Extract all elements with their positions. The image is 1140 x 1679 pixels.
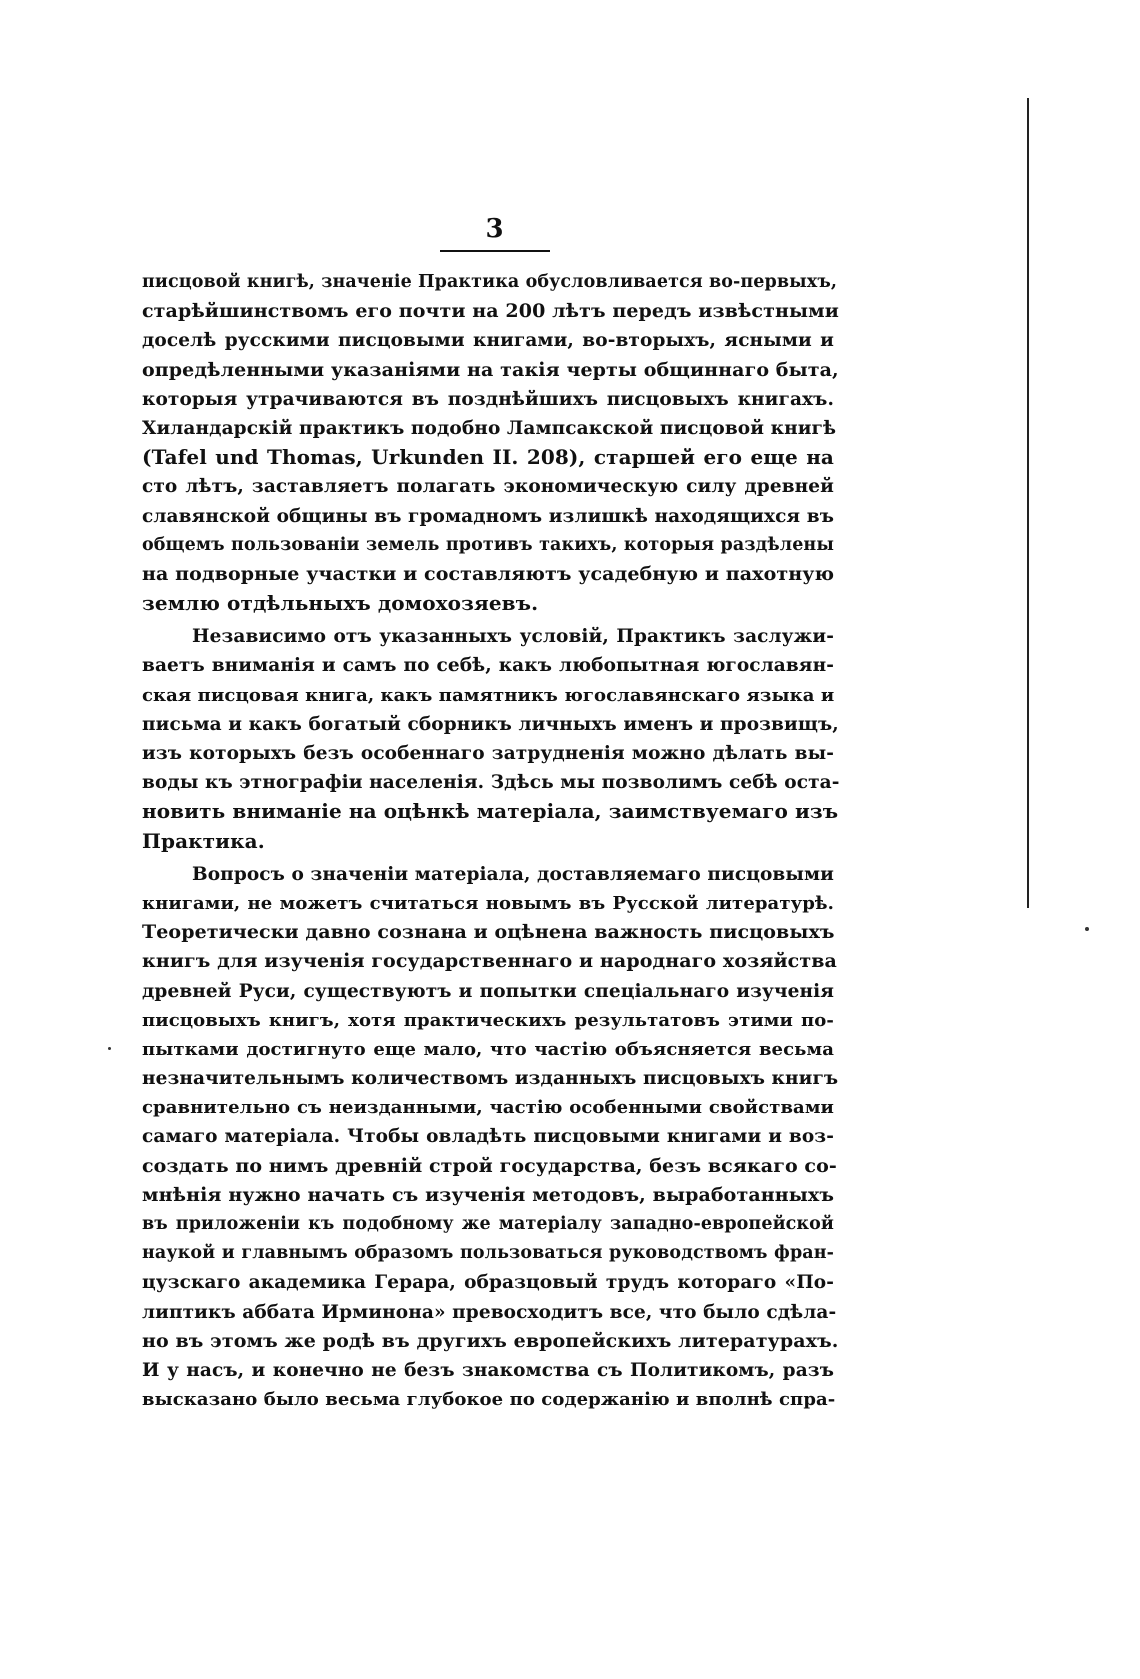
text-line: писцовой книгѣ, значеніе Практика обусловливается во-первыхъ, bbox=[142, 272, 838, 292]
text-line: землю отдѣльныхъ домохозяевъ. bbox=[142, 591, 539, 616]
scan-speck bbox=[108, 1047, 111, 1050]
text-line: Хиландарскій практикъ подобно Лампсакской писцовой книгѣ bbox=[142, 417, 837, 439]
text-line: доселѣ русскими писцовыми книгами, во-вторыхъ, ясными и bbox=[142, 330, 834, 352]
text-line: но въ этомъ же родѣ въ другихъ европейскихъ литературахъ. bbox=[142, 1329, 839, 1352]
text-line: цузскаго академика Герара, образцовый трудъ котораго «По- bbox=[142, 1272, 834, 1294]
text-line: древней Руси, существуютъ и попытки спеціальнаго изученія bbox=[142, 980, 834, 1002]
text-line: самаго матеріала. Чтобы овладѣть писцовыми книгами и воз- bbox=[142, 1126, 834, 1148]
text-line: опредѣленными указаніями на такія черты общиннаго быта, bbox=[142, 358, 839, 381]
text-line: книгами, не можетъ считаться новымъ въ Русской литературѣ. bbox=[142, 892, 834, 914]
text-line: общемъ пользованіи земель противъ такихъ, которыя раздѣлены bbox=[142, 534, 834, 555]
text-line: Практика. bbox=[142, 828, 265, 853]
paragraph bbox=[142, 860, 839, 1415]
text-line: воды къ этнографіи населенія. Здѣсь мы позволимъ себѣ оста- bbox=[142, 772, 840, 794]
text-line: писцовыхъ книгъ, хотя практическихъ результатовъ этими по- bbox=[142, 1009, 834, 1031]
text-line: незначительнымъ количествомъ изданныхъ писцовыхъ книгъ bbox=[142, 1068, 839, 1090]
text-line: славянской общины въ громадномъ излишкѣ находящихся въ bbox=[142, 505, 834, 527]
text-line: наукой и главнымъ образомъ пользоваться руководствомъ фран- bbox=[142, 1243, 834, 1264]
text-line: письма и какъ богатый сборникъ личныхъ именъ и прозвищъ, bbox=[142, 713, 839, 735]
text-line: сто лѣтъ, заставляетъ полагать экономическую силу древней bbox=[142, 476, 834, 498]
paragraph bbox=[142, 622, 840, 856]
text-line: пытками достигнуто еще мало, что частію объясняется весьма bbox=[142, 1038, 834, 1060]
text-line: Теоретически давно сознана и оцѣнена важность писцовыхъ bbox=[142, 921, 835, 944]
text-line: ваетъ вниманія и самъ по себѣ, какъ любопытная югославян- bbox=[142, 655, 834, 677]
page-number-rule bbox=[440, 250, 550, 252]
text-line: сравнительно съ неизданными, частію особенными свойствами bbox=[142, 1097, 834, 1119]
body-text bbox=[142, 268, 840, 1414]
paragraph bbox=[142, 268, 839, 618]
text-line: мнѣнія нужно начать съ изученія методовъ, выработанныхъ bbox=[142, 1183, 834, 1206]
text-line: новить вниманіе на оцѣнкѣ матеріала, заимствуемаго изъ bbox=[142, 799, 839, 824]
text-line: И у насъ, и конечно не безъ знакомства съ Политикомъ, разъ bbox=[142, 1359, 834, 1381]
text-line: на подворные участки и составляютъ усадебную и пахотную bbox=[142, 562, 835, 585]
text-line: Независимо отъ указанныхъ условій, Практикъ заслужи- bbox=[192, 626, 834, 648]
text-line: ская писцовая книга, какъ памятникъ югославянскаго языка и bbox=[142, 684, 835, 706]
text-line: въ приложеніи къ подобному же матеріалу западно-европейской bbox=[142, 1214, 834, 1234]
text-line: которыя утрачиваются въ позднѣйшихъ писцовыхъ книгахъ. bbox=[142, 388, 834, 410]
text-line: Вопросъ о значеніи матеріала, доставляемаго писцовыми bbox=[192, 863, 834, 885]
text-line: липтикъ аббата Ирминона» превосходитъ все, что было сдѣла- bbox=[142, 1301, 837, 1323]
text-line: книгъ для изученія государственнаго и народнаго хозяйства bbox=[142, 950, 837, 973]
text-line: (Tafel und Thomas, Urkunden II. 208), старшей его еще на bbox=[142, 445, 834, 470]
scan-speck bbox=[1085, 927, 1089, 931]
text-line: создать по нимъ древній строй государства, безъ всякаго со- bbox=[142, 1154, 837, 1177]
text-line: старѣйшинствомъ его почти на 200 лѣтъ передъ извѣстными bbox=[142, 300, 839, 323]
scan-edge-line bbox=[1027, 98, 1029, 908]
page-number: 3 bbox=[485, 214, 505, 244]
text-line: изъ которыхъ безъ особеннаго затрудненія можно дѣлать вы- bbox=[142, 743, 834, 764]
text-line: высказано было весьма глубокое по содержанію и вполнѣ спра- bbox=[142, 1389, 836, 1411]
